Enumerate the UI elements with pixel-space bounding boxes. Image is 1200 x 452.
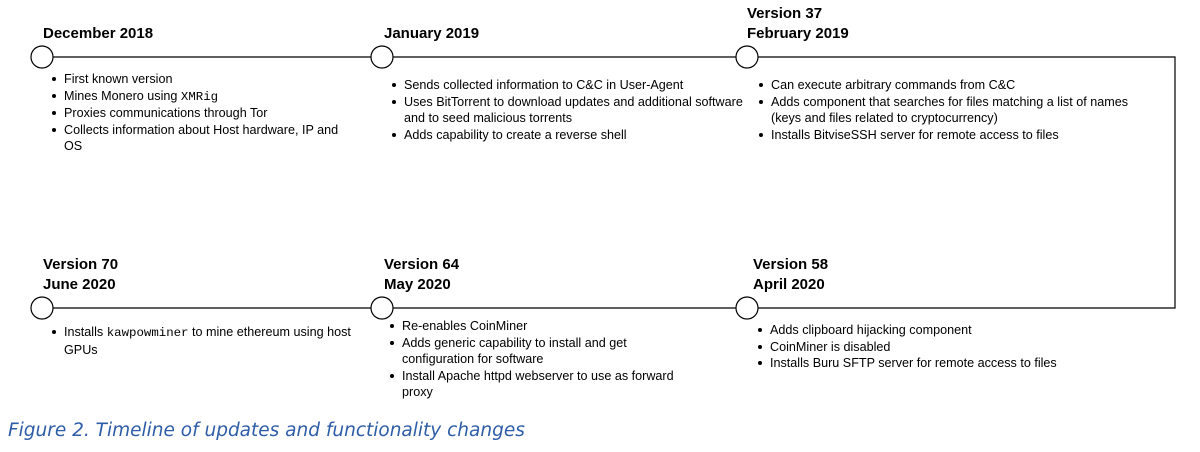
timeline-node-december-2018 [31, 46, 53, 68]
milestone-version: Version 70 [43, 256, 119, 273]
feature-item: Can execute arbitrary commands from C&C [771, 77, 1151, 94]
milestone-date: January 2019 [384, 25, 480, 42]
milestone-date: April 2020 [753, 276, 825, 293]
feature-item: Re-enables CoinMiner [402, 318, 677, 335]
timeline-node-june-2020 [31, 297, 53, 319]
milestone-feature-list [44, 71, 344, 155]
feature-item: Adds generic capability to install and get configuration for software [402, 335, 677, 368]
feature-item: Install Apache httpd webserver to use as forward proxy [402, 368, 677, 401]
timeline-node-may-2020 [371, 297, 393, 319]
feature-item: Uses BitTorrent to download updates and additional software and to seed malicious torrents [404, 94, 749, 127]
feature-item: Installs BitviseSSH server for remote access to files [771, 127, 1151, 144]
milestone-title [384, 255, 459, 295]
feature-item: Adds clipboard hijacking component [770, 322, 1130, 339]
milestone-title [753, 255, 828, 295]
milestone-feature-list [751, 77, 1151, 143]
milestone-date: May 2020 [384, 276, 451, 293]
milestone-title [43, 24, 153, 44]
figure-caption: Figure 2. Timeline of updates and functionality changes [8, 420, 525, 441]
feature-item: Collects information about Host hardware, IP and OS [64, 122, 344, 155]
feature-item: Installs kawpowminer to mine ethereum using host GPUs [64, 324, 354, 358]
milestone-title [43, 255, 118, 295]
feature-item: Proxies communications through Tor [64, 105, 344, 122]
milestone-date: June 2020 [43, 276, 116, 293]
code-xmrig: XMRig [180, 89, 219, 104]
feature-item: Adds component that searches for files matching a list of names (keys and files related to cryptocurrency) [771, 94, 1151, 127]
milestone-title [384, 24, 479, 44]
timeline-node-january-2019 [371, 46, 393, 68]
milestone-title [747, 4, 849, 44]
milestone-feature-list [750, 322, 1130, 372]
code-kawpowminer: kawpowminer [106, 326, 189, 340]
feature-item: CoinMiner is disabled [770, 339, 1130, 356]
milestone-version: Version 37 [747, 5, 823, 22]
feature-item: Mines Monero using XMRig [64, 88, 344, 106]
milestone-version: Version 64 [384, 256, 460, 273]
feature-item: Adds capability to create a reverse shell [404, 127, 749, 144]
milestone-feature-list [44, 324, 354, 358]
milestone-date: December 2018 [43, 25, 154, 42]
feature-item: Installs Buru SFTP server for remote access to files [770, 355, 1130, 372]
timeline-node-april-2020 [736, 297, 758, 319]
timeline-node-february-2019 [736, 46, 758, 68]
milestone-feature-list [384, 77, 749, 143]
milestone-date: February 2019 [747, 25, 849, 42]
feature-item: Sends collected information to C&C in User-Agent [404, 77, 749, 94]
feature-item: First known version [64, 71, 344, 88]
milestone-feature-list [382, 318, 677, 401]
milestone-version: Version 58 [753, 256, 829, 273]
